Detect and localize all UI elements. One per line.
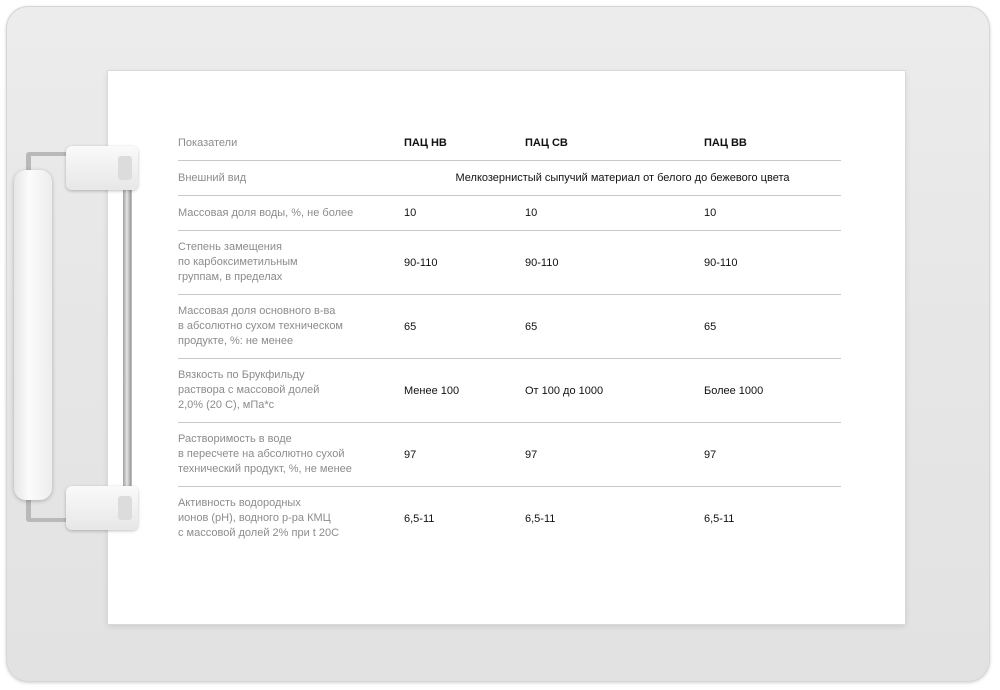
clip-bracket-top xyxy=(66,146,138,190)
table-row xyxy=(178,423,841,487)
row-label: Степень замещения по карбоксиметильным группам, в пределах xyxy=(178,231,404,295)
value-pac-sv: 65 xyxy=(525,295,704,359)
clip-rod xyxy=(123,160,131,516)
table-row xyxy=(178,231,841,295)
table-row xyxy=(178,295,841,359)
row-label: Активность водородных ионов (pH), водного р-ра КМЦ с массовой долей 2% при t 20С xyxy=(178,497,340,539)
value-pac-sv: 97 xyxy=(525,423,704,487)
row-label: Растворимость в воде в пересчете на абсолютно сухой технический продукт, %, не менее xyxy=(178,423,404,487)
row-label: Массовая доля основного в-ва в абсолютно сухом техническом продукте, %: не менее xyxy=(178,295,404,359)
header-pac-sv: ПАЦ СВ xyxy=(525,125,704,161)
value-pac-vv: 90-110 xyxy=(704,231,841,295)
value-pac-vv: 10 xyxy=(704,196,841,231)
header-pac-nv: ПАЦ НВ xyxy=(404,125,525,161)
value-pac-sv: От 100 до 1000 xyxy=(525,359,704,423)
value-pac-vv: 6,5-11 xyxy=(704,512,735,525)
value-pac-nv: 10 xyxy=(404,196,525,231)
value-pac-sv: 6,5-11 xyxy=(525,512,556,525)
value-pac-nv: Менее 100 xyxy=(404,359,525,423)
clip-bracket-bottom xyxy=(66,486,138,530)
value-pac-vv: Более 1000 xyxy=(704,359,841,423)
row-label: Массовая доля воды, %, не более xyxy=(178,196,404,231)
specifications-table xyxy=(178,125,841,550)
value-pac-vv: 65 xyxy=(704,295,841,359)
table-row xyxy=(178,196,841,231)
row-label: Внешний вид xyxy=(178,161,404,196)
header-pac-vv: ПАЦ ВВ xyxy=(704,125,841,161)
value-pac-nv: 65 xyxy=(404,295,525,359)
table-row xyxy=(178,487,841,551)
value-pac-nv: 97 xyxy=(404,423,525,487)
table-row xyxy=(178,359,841,423)
row-label: Вязкость по Брукфильду раствора с массовой долей 2,0% (20 С), мПа*с xyxy=(178,359,404,423)
value-pac-sv: 90-110 xyxy=(525,231,704,295)
table-row-appearance xyxy=(178,161,841,196)
value-pac-sv: 10 xyxy=(525,196,704,231)
value-pac-vv: 97 xyxy=(704,423,841,487)
value-pac-nv: 6,5-11 xyxy=(404,512,435,525)
value-pac-nv: 90-110 xyxy=(404,231,525,295)
table-header-row xyxy=(178,125,841,161)
header-parameters: Показатели xyxy=(178,125,404,161)
clip-lever[interactable] xyxy=(14,170,52,500)
appearance-value: Мелкозернистый сыпучий материал от белого до бежевого цвета xyxy=(404,161,841,196)
